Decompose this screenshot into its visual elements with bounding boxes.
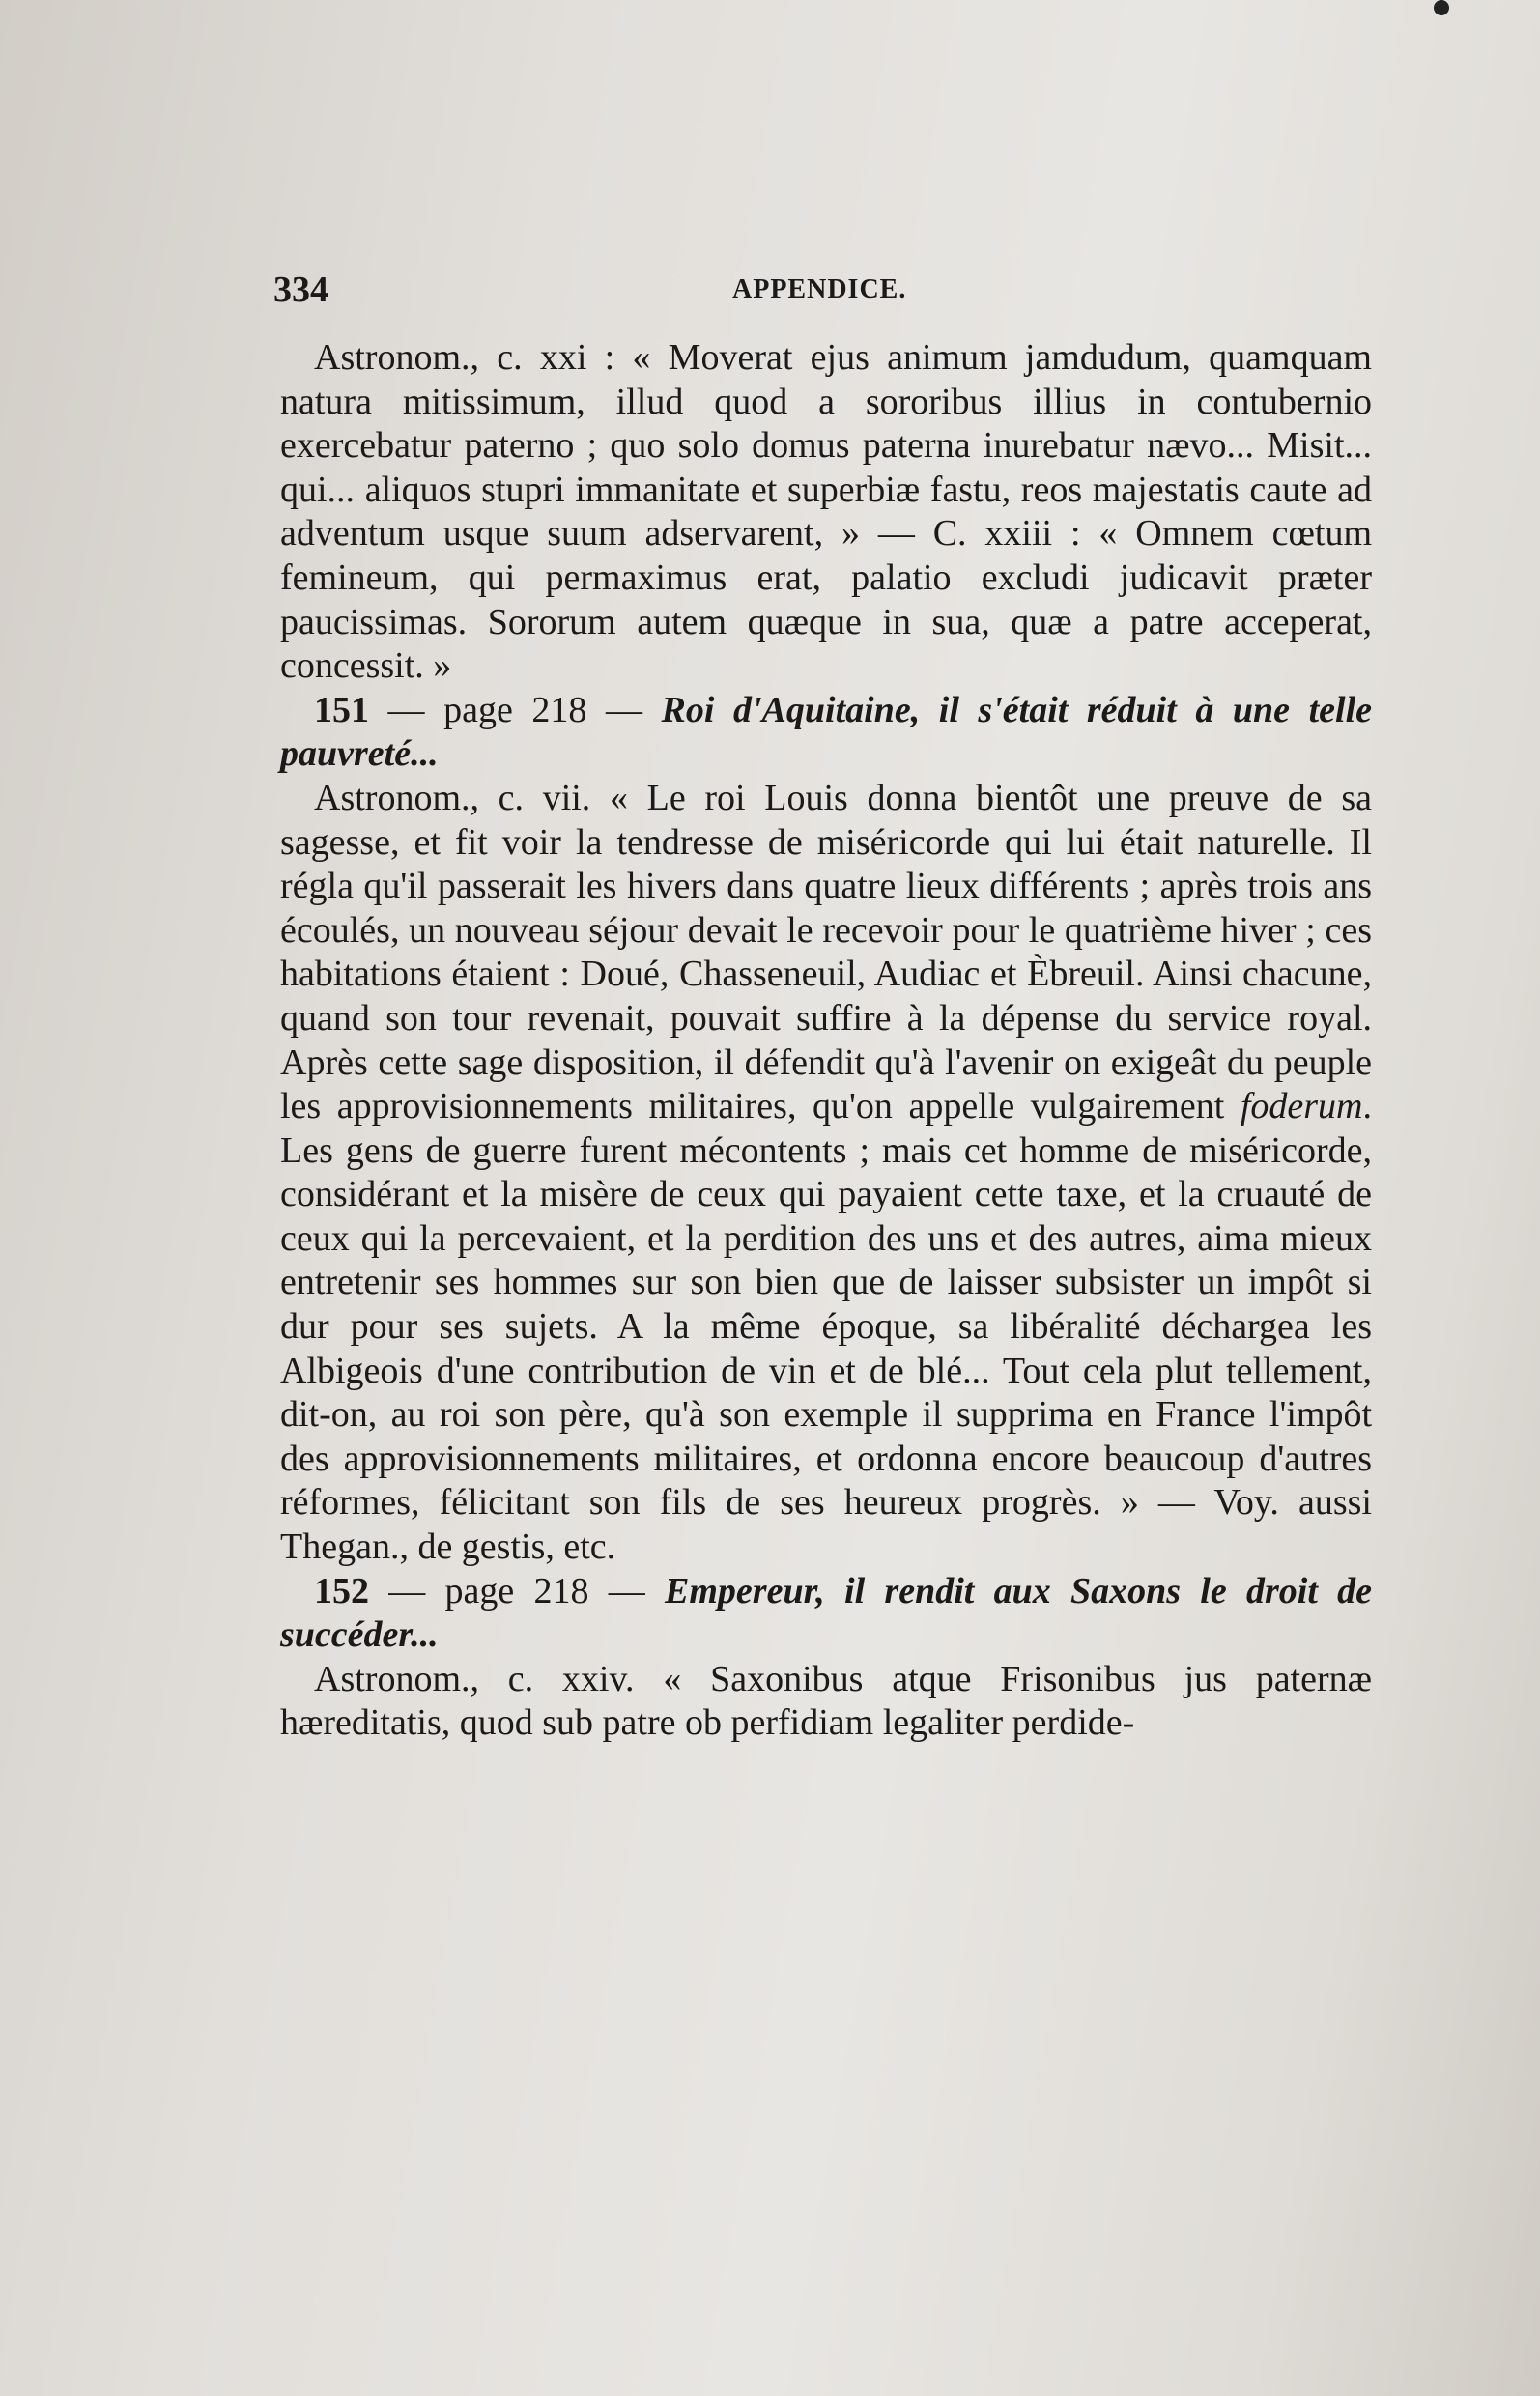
- note-title: Empereur, il rendit aux Saxons le droit de succéder...: [280, 1570, 1372, 1656]
- note-source: Astronom., c. vii.: [314, 777, 591, 818]
- note-text: « Le roi Louis donna bientôt une preuve de sa sagesse, et fit voir la tendresse de miséricorde qui lui était naturelle. Il régla qu'il passerait les hivers dans quatre lieux différents ; après trois ans écoulés, un nouveau séjour devait le recevoir pour le quatrième hiver ; ces habitations étaient : Doué, Chasseneuil, Audiac et Èbreuil. Ainsi chacune, quand son tour revenait, pouvait suffire à la dépense du service royal. Après cette sage disposition, il défendit qu'à l'avenir on exigeât du peuple les approvisionnements militaires, qu'on appelle vulgairement: [280, 777, 1372, 1127]
- note-page-ref: — page 218 —: [369, 689, 662, 730]
- note-source: Astronom., c. xxiv.: [314, 1658, 635, 1699]
- ink-spot: [1434, 0, 1449, 15]
- note-title: Roi d'Aquitaine, il s'était réduit à une telle pauvreté...: [280, 689, 1372, 775]
- note-text: . Les gens de guerre furent mécontents ; mais cet homme de miséricorde, considérant et la misère de ceux qui payaient cette taxe, et la cruauté de ceux qui la percevaient, et la perdition des uns et des autres, aima mieux entretenir ses hommes sur son bien que de laisser subsister un impôt si dur pour ses sujets. A la même époque, sa libéralité déchargea les Albigeois d'une contribution de vin et de blé... Tout cela plut tellement, dit-on, au roi son père, qu'à son exemple il supprima en France l'impôt des approvisionnements militaires, et ordonna encore beaucoup d'autres réformes, félicitant son fils de ses heureux progrès. » — Voy. aussi Thegan., de gestis, etc.: [280, 1086, 1372, 1568]
- page-body: [280, 336, 1372, 1746]
- note-152-body: [280, 1658, 1372, 1746]
- note-number: 151: [314, 689, 369, 730]
- running-head: APPENDICE.: [732, 274, 907, 304]
- page-number: 334: [273, 270, 328, 310]
- page-header: [273, 269, 1375, 317]
- note-text: « Saxonibus atque Frisonibus jus paternæ hæreditatis, quod sub patre ob perfidiam legaliter perdide-: [280, 1658, 1372, 1744]
- paragraph-astronom-xxi: Astronom., c. xxi : « Moverat ejus animum jamdudum, quamquam natura mitissimum, illud quod a sororibus illius in contubernio exercebatur paterno ; quo solo domus paterna inurebatur nævo... Misit... qui... aliquos stupri immanitate et superbiæ fastu, reos majestatis caute ad adventum usque suum adservarent, » — C. xxiii : « Omnem cœtum femineum, qui permaximus erat, palatio excludi judicavit præter paucissimas. Sororum autem quæque in sua, quæ a patre acceperat, concessit. »: [280, 337, 1372, 687]
- note-152-heading: [280, 1570, 1372, 1658]
- note-151-heading: [280, 689, 1372, 777]
- note-italic-term: foderum: [1240, 1086, 1363, 1127]
- note-number: 152: [314, 1570, 369, 1612]
- note-151-body: [280, 777, 1372, 1570]
- note-page-ref: — page 218 —: [369, 1570, 666, 1612]
